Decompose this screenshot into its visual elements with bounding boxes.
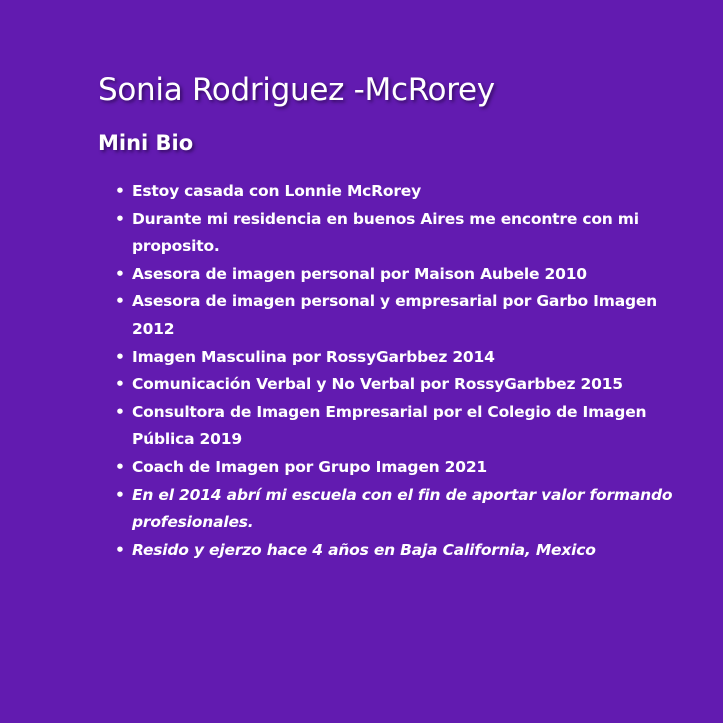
bio-item-text: En el 2014 abrí mi escuela con el fin de aportar valor formando profesionales. <box>132 485 673 532</box>
bio-item <box>114 344 674 372</box>
bio-item-text: Durante mi residencia en buenos Aires me encontre con mi proposito. <box>132 209 639 256</box>
bio-item <box>114 537 674 565</box>
bio-item <box>114 178 674 206</box>
bio-item <box>114 454 674 482</box>
bullet-icon: • <box>115 485 125 504</box>
bio-item <box>114 261 674 289</box>
bullet-icon: • <box>115 182 125 200</box>
bio-item-text: Consultora de Imagen Empresarial por el Colegio de Imagen Pública 2019 <box>132 402 647 449</box>
bullet-icon: • <box>115 540 125 559</box>
bullet-icon: • <box>115 457 125 476</box>
bio-item <box>114 482 674 537</box>
bio-item <box>114 288 674 343</box>
bullet-icon: • <box>115 292 125 311</box>
bio-item-text: Estoy casada con Lonnie McRorey <box>132 182 421 200</box>
bio-item-text: Coach de Imagen por Grupo Imagen 2021 <box>132 457 488 476</box>
bio-item-text: Asesora de imagen personal y empresarial por Garbo Imagen 2012 <box>132 292 658 338</box>
bio-item-text: Asesora de imagen personal por Maison Aubele 2010 <box>132 264 587 283</box>
bio-item <box>114 206 674 261</box>
bullet-icon: • <box>115 264 125 283</box>
bio-item <box>114 399 674 454</box>
bullet-icon: • <box>115 375 125 394</box>
bullet-icon: • <box>115 209 125 228</box>
bio-item-text: Imagen Masculina por RossyGarbbez 2014 <box>132 347 495 366</box>
bio-item-text: Comunicación Verbal y No Verbal por RossyGarbbez 2015 <box>132 375 623 394</box>
profile-name: Sonia Rodriguez -McRorey <box>98 72 495 108</box>
bullet-icon: • <box>115 402 125 421</box>
bullet-icon: • <box>115 347 125 366</box>
section-title: Mini Bio <box>98 131 194 155</box>
bio-item-text: Resido y ejerzo hace 4 años en Baja California, Mexico <box>132 540 596 559</box>
bio-list <box>114 178 674 564</box>
bio-item <box>114 371 674 399</box>
